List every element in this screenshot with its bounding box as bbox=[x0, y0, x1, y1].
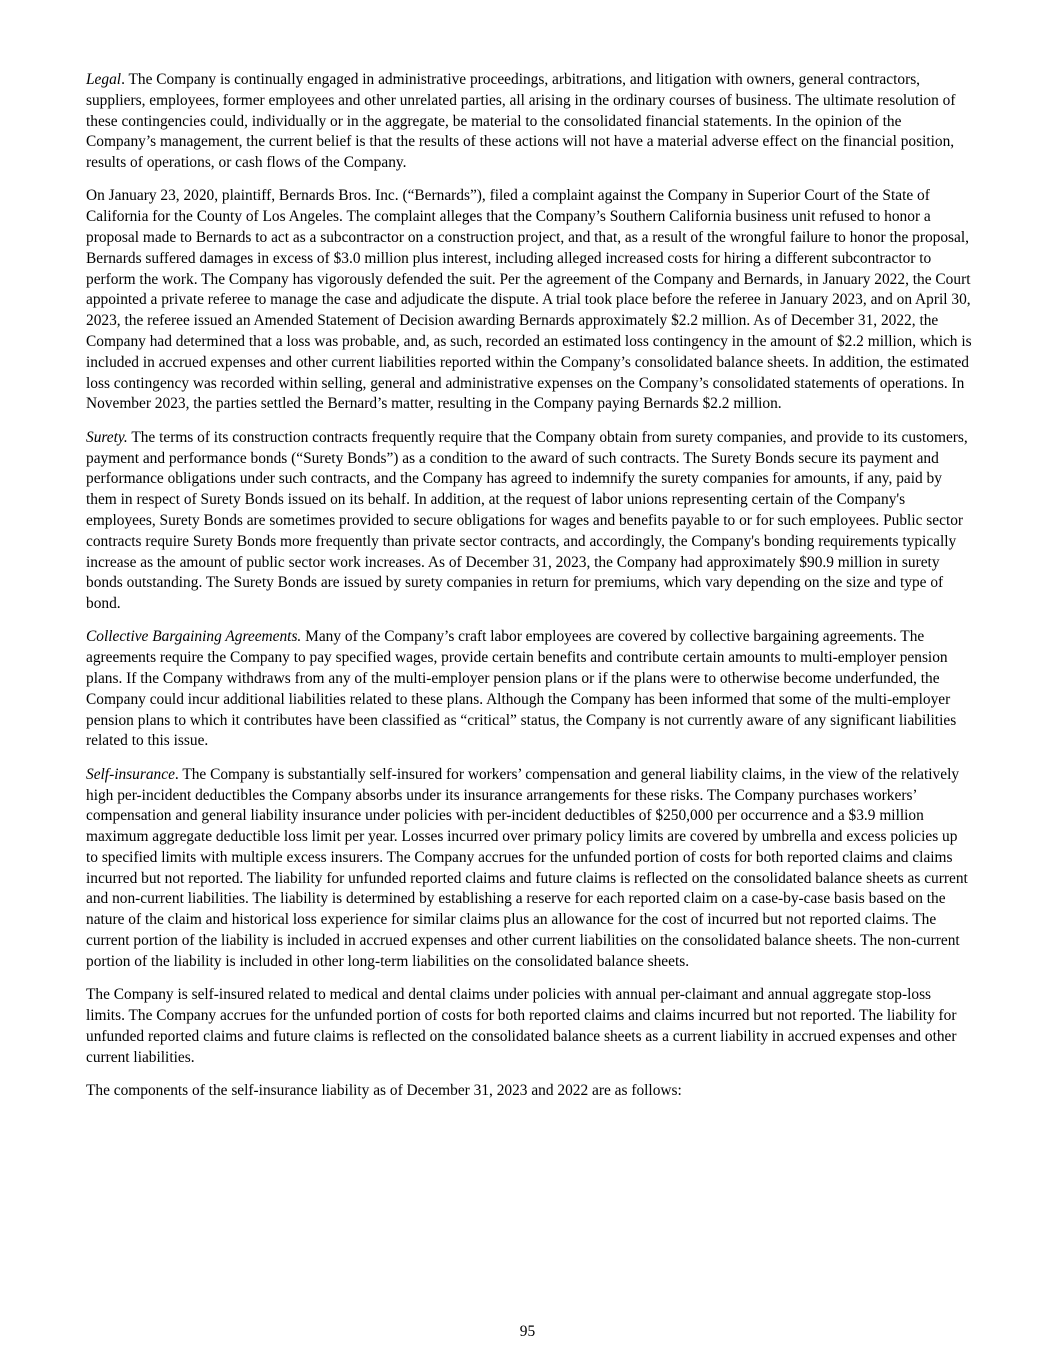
paragraph-text: The components of the self-insurance liability as of December 31, 2023 and 2022 are as follows: bbox=[86, 1081, 682, 1099]
paragraph-lead: Collective Bargaining Agreements. bbox=[86, 628, 302, 646]
paragraph-text: The Company is self-insured related to medical and dental claims under policies with annual per-claimant and annual aggregate stop-loss limits. The Company accrues for the unfunded portion of costs for both reported claims and claims incurred but not reported. The liability for unfunded reported claims and future claims is reflected on the consolidated balance sheets as a current liability in accrued expenses and other current liabilities. bbox=[86, 986, 957, 1066]
paragraph-surety bbox=[86, 428, 972, 615]
paragraph-lead: Legal bbox=[86, 71, 122, 88]
paragraph-text: On January 23, 2020, plaintiff, Bernards Bros. Inc. (“Bernards”), filed a complaint against the Company in Superior Court of the State of California for the County of Los Angeles. The complaint alleges that the Company’s Southern California business unit refused to honor a proposal made to Bernards to act as a subcontractor on a construction project, and that, as a result of the wrongful failure to honor the proposal, Bernards suffered damages in excess of $3.0 million plus interest, including alleged increased costs for hiring a different subcontractor to perform the work. The Company has vigorously defended the suit. Per the agreement of the Company and Bernards, in January 2022, the Court appointed a private referee to manage the case and adjudicate the dispute. A trial took place before the referee in January 2023, and on April 30, 2023, the referee issued an Amended Statement of Decision awarding Bernards approximately $2.2 million. As of December 31, 2022, the Company had determined that a loss was probable, and, as such, recorded an estimated loss contingency in the amount of $2.2 million, which is included in accrued expenses and other current liabilities reported within the Company’s consolidated balance sheets. In addition, the estimated loss contingency was recorded within selling, general and administrative expenses on the Company’s consolidated statements of operations. In November 2023, the parties settled the Bernard’s matter, resulting in the Company paying Bernards $2.2 million. bbox=[86, 187, 972, 413]
page-number: 95 bbox=[519, 1323, 536, 1340]
paragraph-text: Many of the Company’s craft labor employees are covered by collective bargaining agreements. The agreements require the Company to pay specified wages, provide certain benefits and contribute certain amounts to multi-employer pension plans. If the Company withdraws from any of the multi-employer pension plans or if the plans were to otherwise become underfunded, the Company could incur additional liabilities related to these plans. Although the Company has been informed that some of the multi-employer pension plans to which it contributes have been classified as “critical” status, the Company is not currently aware of any significant liabilities related to this issue. bbox=[86, 628, 957, 750]
paragraph-components-intro bbox=[86, 1081, 972, 1102]
paragraph-medical-dental bbox=[86, 985, 972, 1068]
paragraph-text: The terms of its construction contracts frequently require that the Company obtain from surety companies, and provide to its customers, payment and performance bonds (“Surety Bonds”) as a condition to the award of such contracts. The Surety Bonds secure its payment and performance obligations under such contracts, and the Company has agreed to indemnify the surety companies for amounts, if any, paid by them in respect of Surety Bonds issued on its behalf. In addition, at the request of labor unions representing certain of the Company's employees, Surety Bonds are sometimes provided to secure obligations for wages and benefits payable to or for such employees. Public sector contracts require Surety Bonds more frequently than private sector contracts, and accordingly, the Company's bonding requirements typically increase as the amount of public sector work increases. As of December 31, 2023, the Company had approximately $90.9 million in surety bonds outstanding. The Surety Bonds are issued by surety companies in return for premiums, which vary depending on the size and type of bond. bbox=[86, 428, 968, 613]
paragraph-legal bbox=[86, 70, 972, 174]
paragraph-text: . The Company is substantially self-insured for workers’ compensation and general liability claims, in the view of the relatively high per-incident deductibles the Company absorbs under its insurance arrangements for these risks. The Company purchases workers’ compensation and general liability insurance under policies with per-incident deductibles of $250,000 per occurrence and a $3.9 million maximum aggregate deductible loss limit per year. Losses incurred over primary policy limits are covered by umbrella and excess policies up to specified limits with multiple excess insurers. The Company accrues for the unfunded portion of costs for both reported claims and claims incurred but not reported. The liability for unfunded reported claims and future claims is reflected on the consolidated balance sheets as current and non-current liabilities. The liability is determined by establishing a reserve for each reported claim on a case-by-case basis based on the nature of the claim and historical loss experience for similar claims plus an allowance for the cost of incurred but not reported claims. The current portion of the liability is included in accrued expenses and other current liabilities on the consolidated balance sheets. The non-current portion of the liability is included in other long-term liabilities on the consolidated balance sheets. bbox=[86, 765, 968, 970]
paragraph-lead: Self-insurance bbox=[86, 765, 175, 783]
document-body bbox=[86, 70, 972, 1114]
paragraph-lead: Surety. bbox=[86, 428, 128, 446]
paragraph-bernards bbox=[86, 186, 972, 415]
paragraph-text: . The Company is continually engaged in administrative proceedings, arbitrations, and litigation with owners, general contractors, suppliers, employees, former employees and other unrelated parties, all arising in the ordinary courses of business. The ultimate resolution of these contingencies could, individually or in the aggregate, be material to the consolidated financial statements. In the opinion of the Company’s management, the current belief is that the results of these actions will not have a material adverse effect on the financial position, results of operations, or cash flows of the Company. bbox=[86, 71, 956, 172]
paragraph-self-insurance bbox=[86, 765, 972, 973]
paragraph-collective-bargaining bbox=[86, 627, 972, 752]
